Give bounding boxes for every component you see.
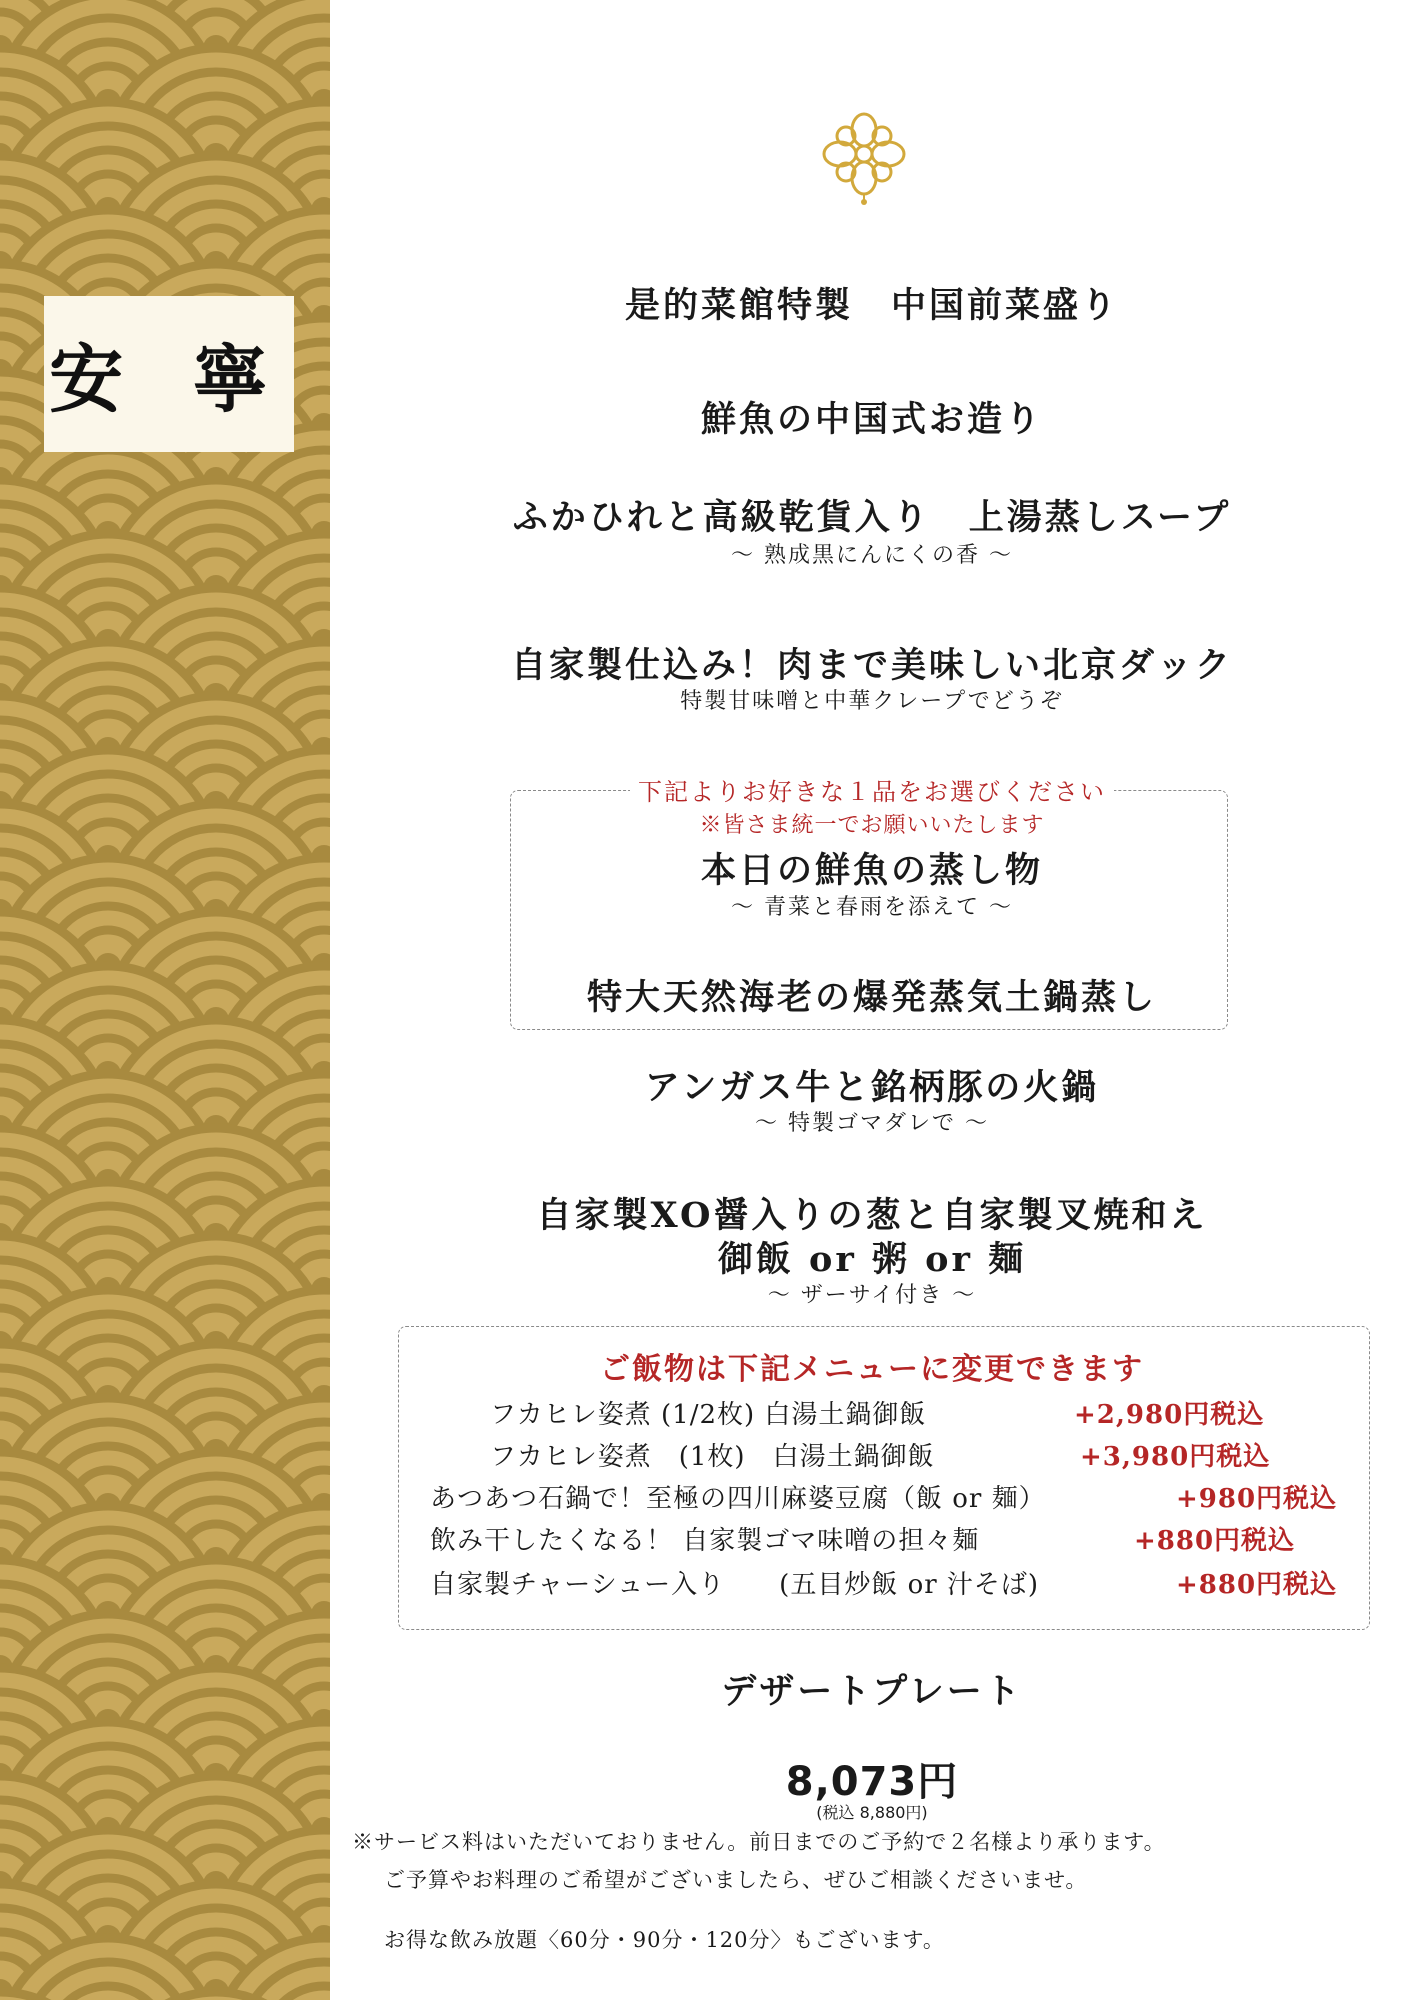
dish-hotpot: アンガス牛と銘柄豚の火鍋 bbox=[644, 1067, 1100, 1108]
upgrade-item-name: 飲み干したくなる！ 自家製ゴマ味噌の担々麺 bbox=[430, 1526, 980, 1556]
upgrade-row bbox=[430, 1564, 1338, 1601]
choice-steamed-fish-note: ～ 青菜と春雨を添えて ～ bbox=[731, 895, 1013, 920]
choice-heading: 下記よりお好きな１品をお選びください bbox=[330, 772, 1414, 807]
upgrade-item-price: +3,980円税込 bbox=[1080, 1442, 1271, 1472]
upgrade-row bbox=[430, 1478, 1338, 1515]
upgrade-item-price: +880円税込 bbox=[1134, 1526, 1296, 1556]
choice-subheading: ※皆さま統一でお願いいたします bbox=[699, 813, 1045, 838]
upgrade-item-price: +2,980円税込 bbox=[1074, 1400, 1265, 1430]
dish-soup: ふかひれと高級乾貨入り 上湯蒸しスープ bbox=[512, 497, 1232, 538]
upgrade-row bbox=[490, 1394, 1390, 1431]
choice-shrimp-claypot: 特大天然海老の爆発蒸気土鍋蒸し bbox=[586, 977, 1157, 1018]
dish-dessert: デザートプレート bbox=[721, 1671, 1023, 1712]
dish-xo-line2: 御飯 or 粥 or 麺 bbox=[717, 1239, 1027, 1280]
course-title: 安 寧 bbox=[49, 337, 289, 423]
upgrade-item-name: フカヒレ姿煮 (1枚) 白湯土鍋御飯 bbox=[490, 1442, 935, 1472]
course-title-card bbox=[44, 296, 294, 452]
flower-crest-icon bbox=[818, 108, 910, 208]
note-service-charge: ※サービス料はいただいておりません。前日までのご予約で２名様より承ります。 bbox=[352, 1830, 1166, 1854]
upgrade-item-name: フカヒレ姿煮 (1/2枚) 白湯土鍋御飯 bbox=[490, 1400, 927, 1430]
upgrade-item-name: 自家製チャーシュー入り (五目炒飯 or 汁そば) bbox=[430, 1570, 1040, 1600]
dish-xo-line1: 自家製XO醤入りの葱と自家製叉焼和え bbox=[536, 1195, 1208, 1236]
dish-sashimi: 鮮魚の中国式お造り bbox=[700, 399, 1043, 440]
dish-xo-note: ～ ザーサイ付き ～ bbox=[767, 1283, 977, 1308]
course-price-tax: (税込 8,880円) bbox=[816, 1803, 928, 1822]
upgrade-row bbox=[430, 1520, 1330, 1557]
dish-hotpot-note: ～ 特製ゴマダレで ～ bbox=[755, 1111, 989, 1136]
course-price: 8,073円 bbox=[785, 1759, 959, 1805]
upgrade-item-name: あつあつ石鍋で！至極の四川麻婆豆腐（飯 or 麺） bbox=[430, 1484, 1046, 1514]
seigaiha-pattern-panel bbox=[0, 0, 330, 2000]
upgrade-item-price: +880円税込 bbox=[1176, 1570, 1338, 1600]
dish-appetizer: 是的菜館特製 中国前菜盛り bbox=[624, 285, 1119, 326]
upgrade-heading: ご飯物は下記メニューに変更できます bbox=[600, 1352, 1144, 1387]
upgrade-item-price: +980円税込 bbox=[1176, 1484, 1338, 1514]
dish-peking-duck: 自家製仕込み！肉まで美味しい北京ダック bbox=[510, 645, 1233, 686]
upgrade-row bbox=[490, 1436, 1390, 1473]
note-consultation: ご予算やお料理のご希望がございましたら、ぜひご相談くださいませ。 bbox=[384, 1868, 1088, 1892]
dish-soup-note: ～ 熟成黒にんにくの香 ～ bbox=[731, 543, 1013, 568]
choice-steamed-fish: 本日の鮮魚の蒸し物 bbox=[700, 850, 1043, 891]
note-all-you-can-drink: お得な飲み放題〈60分・90分・120分〉もございます。 bbox=[384, 1928, 945, 1952]
dish-peking-duck-note: 特製甘味噌と中華クレープでどうぞ bbox=[680, 689, 1064, 714]
